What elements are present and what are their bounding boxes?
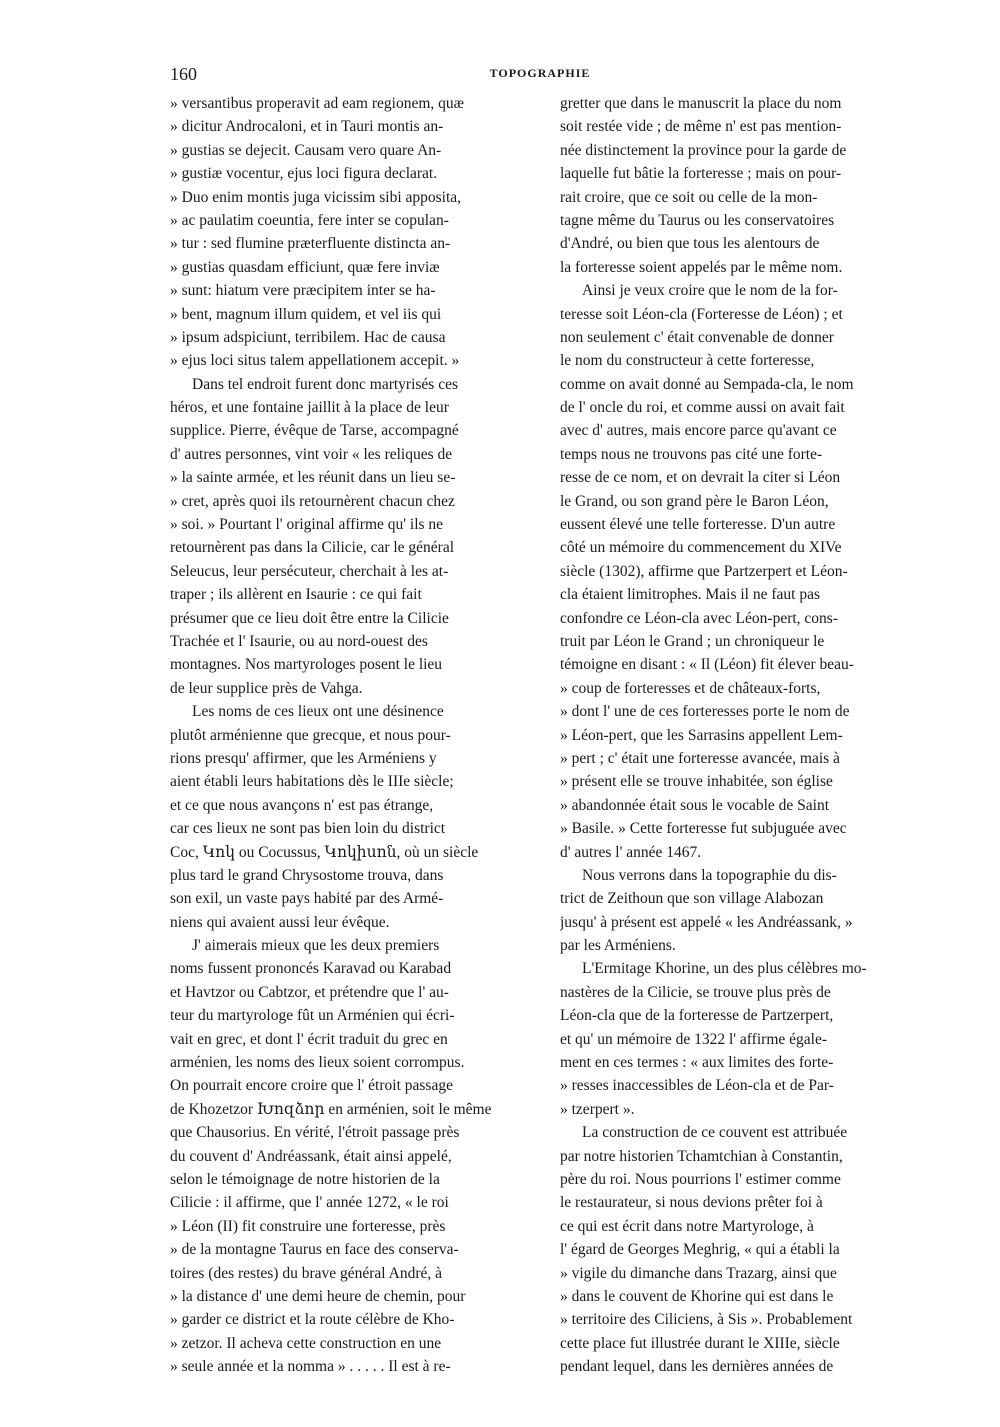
text-line: teresse soit Léon-cla (Forteresse de Léon) ; et [560, 305, 843, 323]
text-line: nastères de la Cilicie, se trouve plus près de [560, 983, 831, 1001]
text-line: de leur supplice près de Vahga. [170, 679, 363, 697]
text-line: Nous verrons dans la topographie du dis- [582, 866, 837, 884]
text-line: » ipsum adspiciunt, terribilem. Hac de causa [170, 328, 446, 346]
text-line: par notre historien Tchamtchian à Constantin, [560, 1147, 843, 1165]
text-line: » tur : sed flumine præterfluente distincta an- [170, 235, 451, 253]
text-line: » dans le couvent de Khorine qui est dans le [560, 1287, 834, 1305]
text-line: » Duo enim montis juga vicissim sibi apposita, [170, 188, 462, 206]
text-line: et Havtzor ou Cabtzor, et prétendre que l' au- [170, 983, 449, 1001]
right-text-column [560, 92, 937, 1378]
text-line: » garder ce district et la route célèbre de Kho- [170, 1311, 455, 1329]
text-line: et qu' un mémoire de 1322 l' affirme égale- [560, 1030, 827, 1048]
text-line: » versantibus properavit ad eam regionem, quæ [170, 95, 464, 112]
text-line: montagnes. Nos martyrologes posent le lieu [170, 656, 443, 674]
text-line: cette place fut illustrée durant le XIIIe, siècle [560, 1334, 840, 1352]
text-line: » gustias se dejecit. Causam vero quare An- [170, 141, 442, 159]
text-line: » la distance d' une demi heure de chemin, pour [170, 1287, 466, 1305]
text-line: » Léon-pert, que les Sarrasins appellent Lem- [560, 726, 843, 744]
text-line: jusqu' à présent est appelé « les Andréassank, » [560, 913, 853, 931]
text-line: pendant lequel, dans les dernières années de [560, 1358, 834, 1376]
text-line: avec d' autres, mais encore parce qu'avant ce [560, 422, 837, 440]
text-line: père du roi. Nous pourrions l' estimer comme [560, 1170, 841, 1188]
text-line: aient établi leurs habitations dès le IIIe siècle; [170, 773, 454, 791]
text-line: eussent élevé une telle forteresse. D'un autre [560, 516, 836, 534]
text-line: son exil, un vaste pays habité par des Armé- [170, 890, 444, 908]
text-line: L'Ermitage Khorine, un des plus célèbres mo- [582, 960, 867, 978]
text-line: niens qui avaient aussi leur évêque. [170, 913, 390, 931]
text-line: Cilicie : il affirme, que l' année 1272, « le roi [170, 1194, 449, 1212]
text-line: le nom du constructeur à cette forteresse, [560, 352, 815, 370]
text-line: d'André, ou bien que tous les alentours de [560, 235, 820, 253]
text-line: » abandonnée était sous le vocable de Saint [560, 796, 830, 814]
text-line: témoigne en disant : « Il (Léon) fit élever beau- [560, 656, 854, 674]
text-line: laquelle fut bâtie la forteresse ; mais on pour- [560, 165, 842, 183]
text-line: » tzerpert ». [560, 1100, 635, 1118]
text-line: » dont l' une de ces forteresses porte le nom de [560, 703, 850, 721]
text-line: Léon-cla que de la forteresse de Partzerpert, [560, 1007, 834, 1025]
text-line: J' aimerais mieux que les deux premiers [192, 937, 440, 955]
text-line: » la sainte armée, et les réunit dans un lieu se- [170, 469, 456, 487]
text-line: » gustias quasdam efficiunt, quæ fere inviæ [170, 258, 440, 276]
text-line: selon le témoignage de notre historien de la [170, 1170, 440, 1188]
text-line: la forteresse soient appelés par le même nom. [560, 258, 843, 276]
text-line: resse de ce nom, et on devrait la citer si Léon [560, 469, 841, 487]
text-line: » cret, après quoi ils retournèrent chacun chez [170, 492, 455, 510]
text-line: » seule année et la nomma » . . . . . Il est à re- [170, 1358, 451, 1376]
text-line: plutôt arménienne que grecque, et nous pour- [170, 726, 451, 744]
text-line: de l' oncle du roi, et comme aussi on avait fait [560, 399, 845, 417]
left-text-column [170, 92, 544, 1378]
text-line: traper ; ils allèrent en Isaurie : ce qui fait [170, 586, 422, 604]
text-line: teur du martyrologe fût un Arménien qui écri- [170, 1007, 455, 1025]
text-line: retournèrent pas dans la Cilicie, car le général [170, 539, 455, 557]
text-line: » pert ; c' était une forteresse avancée, mais à [560, 749, 840, 767]
text-line: » vigile du dimanche dans Trazarg, ainsi que [560, 1264, 837, 1282]
text-line: » ejus loci situs talem appellationem accepit. » [170, 352, 460, 370]
text-line: née distinctement la province pour la garde de [560, 141, 847, 159]
text-line: » gustiæ vocentur, ejus loci figura declarat. [170, 165, 438, 183]
text-line: noms fussent prononcés Karavad ou Karabad [170, 960, 452, 978]
text-line: arménien, les noms des lieux soient corrompus. [170, 1054, 465, 1072]
text-line: » ac paulatim coeuntia, fere inter se copulan- [170, 211, 449, 229]
text-line: » de la montagne Taurus en face des conserva- [170, 1241, 459, 1259]
text-line: l' égard de Georges Meghrig, « qui a établi la [560, 1241, 840, 1259]
text-line: tagne même du Taurus ou les conservatoires [560, 211, 835, 229]
text-line: présumer que ce lieu doit être entre la Cilicie [170, 609, 449, 627]
text-line: trict de Zeithoun que son village Alabozan [560, 890, 824, 908]
text-line: » coup de forteresses et de châteaux-forts, [560, 679, 821, 697]
text-line: » territoire des Ciliciens, à Sis ». Probablement [560, 1311, 853, 1329]
text-line: » Basile. » Cette forteresse fut subjuguée avec [560, 820, 847, 838]
text-line: du couvent d' Andréassank, était ainsi appelé, [170, 1147, 452, 1165]
text-line: le Grand, ou son grand père le Baron Léon, [560, 492, 829, 510]
text-line: » Léon (II) fit construire une forteresse, près [170, 1217, 446, 1235]
text-line: » resses inaccessibles de Léon-cla et de Par- [560, 1077, 834, 1095]
text-line: par les Arméniens. [560, 937, 676, 955]
text-line: On pourrait encore croire que l' étroit passage [170, 1077, 453, 1095]
text-line: » soi. » Pourtant l' original affirme qu' ils ne [170, 516, 444, 534]
text-line: » présent elle se trouve inhabitée, son église [560, 773, 833, 791]
text-line: d' autres l' année 1467. [560, 843, 702, 861]
text-line: temps nous ne trouvons pas cité une forte- [560, 445, 823, 463]
text-line: vait en grec, et dont l' écrit traduit du grec en [170, 1030, 448, 1048]
text-line: » zetzor. Il acheva cette construction en une [170, 1334, 442, 1352]
text-line: Les noms de ces lieux ont une désinence [192, 703, 444, 721]
text-line: » sunt: hiatum vere præcipitem inter se ha- [170, 282, 436, 300]
text-line: Coc, Կոկ ou Cocussus, Կոկիսոն, où un siècle [170, 843, 479, 861]
text-line: rions presqu' affirmer, que les Arméniens y [170, 749, 437, 767]
text-line: que Chausorius. En vérité, l'étroit passage près [170, 1124, 460, 1142]
text-line: confondre ce Léon-cla avec Léon-pert, cons- [560, 609, 838, 627]
text-line: supplice. Pierre, évêque de Tarse, accompagné [170, 422, 459, 440]
text-line: le restaurateur, si nous devions prêter foi à [560, 1194, 823, 1212]
text-line: soit restée vide ; de même n' est pas mention- [560, 118, 842, 136]
text-line: » bent, magnum illum quidem, et vel iis qui [170, 305, 442, 323]
text-line: cla étaient limitrophes. Mais il ne faut pas [560, 586, 820, 604]
text-line: » dicitur Androcaloni, et in Tauri montis an- [170, 118, 444, 136]
text-line: truit par Léon le Grand ; un chroniqueur le [560, 632, 825, 650]
text-line: Trachée et l' Isaurie, ou au nord-ouest des [170, 632, 428, 650]
text-line: rait croire, que ce soit ou celle de la mon- [560, 188, 818, 206]
text-line: toires (des restes) du brave général André, à [170, 1264, 442, 1282]
text-line: non seulement c' était convenable de donner [560, 328, 834, 346]
text-line: ment en ces termes : « aux limites des forte- [560, 1054, 834, 1072]
text-line: côté un mémoire du commencement du XIVe [560, 539, 842, 557]
page-number: 160 [170, 64, 197, 84]
text-line: Dans tel endroit furent donc martyrisés ces [192, 375, 458, 393]
text-line: plus tard le grand Chrysostome trouva, dans [170, 866, 444, 884]
running-title: TOPOGRAPHIE [489, 66, 591, 80]
text-line: d' autres personnes, vint voir « les reliques de [170, 445, 453, 463]
text-line: car ces lieux ne sont pas bien loin du district [170, 820, 446, 838]
text-line: La construction de ce couvent est attribuée [582, 1124, 848, 1142]
text-line: Seleucus, leur persécuteur, cherchait à les at- [170, 562, 449, 580]
text-line: comme on avait donné au Sempada-cla, le nom [560, 375, 854, 393]
text-line: Ainsi je veux croire que le nom de la for- [582, 282, 838, 300]
text-line: siècle (1302), affirme que Partzerpert et Léon- [560, 562, 848, 580]
text-line: et ce que nous avançons n' est pas étrange, [170, 796, 434, 814]
text-line: de Khozetzor Խոզձոր en arménien, soit le même [170, 1100, 492, 1118]
text-line: héros, et une fontaine jaillit à la place de leur [170, 399, 449, 417]
text-line: ce qui est écrit dans notre Martyrologe, à [560, 1217, 814, 1235]
text-line: gretter que dans le manuscrit la place du nom [560, 95, 842, 112]
